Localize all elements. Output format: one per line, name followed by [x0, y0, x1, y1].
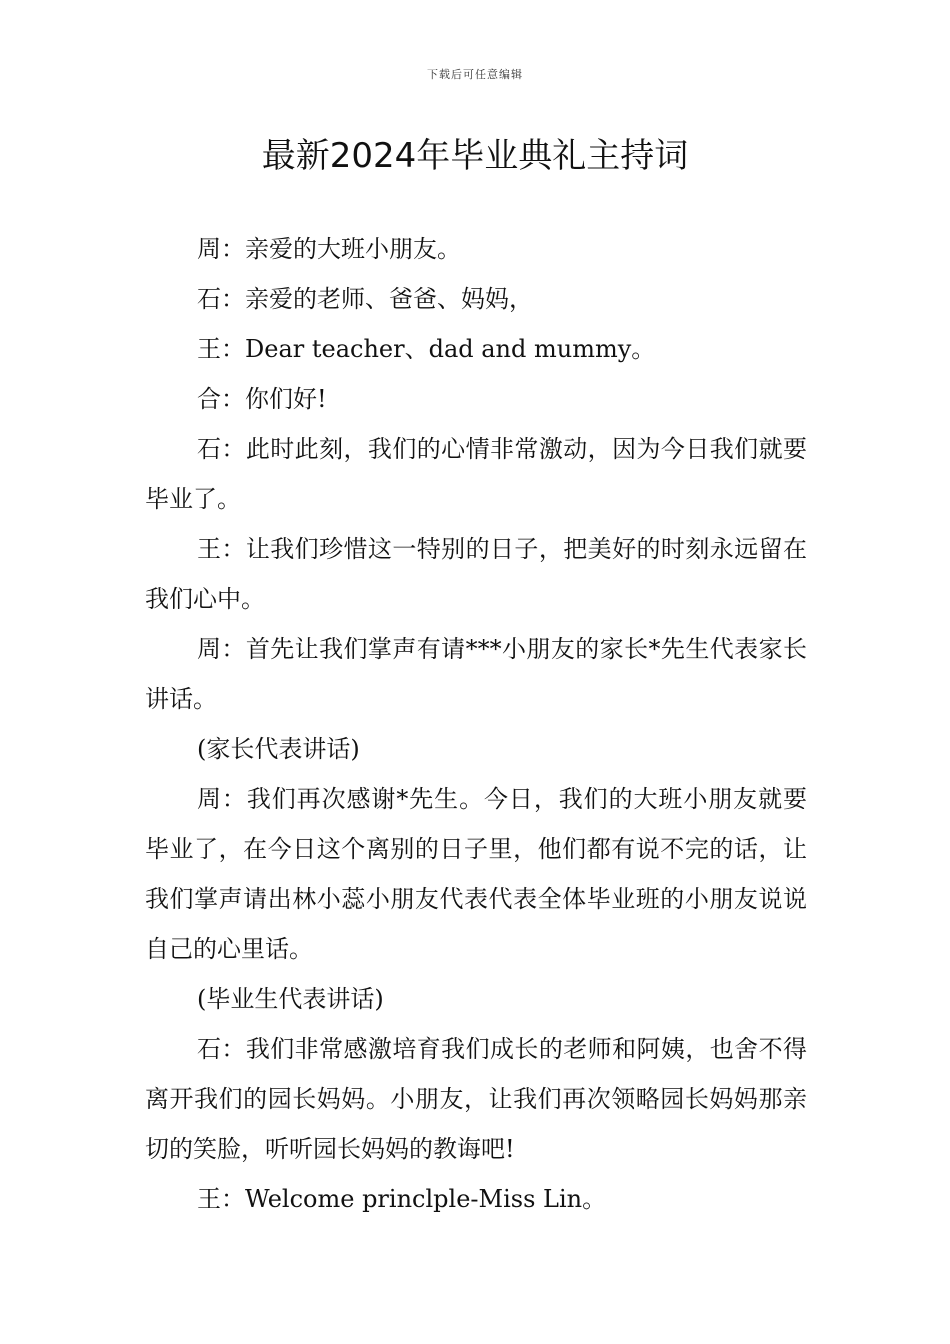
paragraph: 石：我们非常感激培育我们成长的老师和阿姨，也舍不得离开我们的园长妈妈。小朋友，让我们再次领略园长妈妈那亲切的笑脸，听听园长妈妈的教诲吧!	[145, 1035, 807, 1163]
paragraph: 合：你们好!	[197, 385, 327, 413]
paragraph: 周：亲爱的大班小朋友。	[197, 235, 461, 263]
paragraph: (毕业生代表讲话)	[197, 985, 384, 1013]
paragraph: 王：让我们珍惜这一特别的日子，把美好的时刻永远留在我们心中。	[145, 535, 807, 613]
paragraph: 石：亲爱的老师、爸爸、妈妈，	[197, 285, 533, 313]
header-note: 下载后可任意编辑	[427, 68, 523, 81]
document-title: 最新2024年毕业典礼主持词	[261, 136, 689, 176]
document-body	[145, 224, 807, 1224]
paragraph: 周：我们再次感谢*先生。今日，我们的大班小朋友就要毕业了，在今日这个离别的日子里，他们都有说不完的话，让我们掌声请出林小蕊小朋友代表代表全体毕业班的小朋友说说自己的心里话。	[145, 785, 807, 963]
paragraph: 王：Welcome princlple-Miss Lin。	[197, 1185, 607, 1213]
paragraph: 王：Dear teacher、dad and mummy。	[197, 335, 656, 363]
paragraph: 周：首先让我们掌声有请***小朋友的家长*先生代表家长讲话。	[145, 635, 807, 713]
paragraph: (家长代表讲话)	[197, 735, 360, 763]
paragraph: 石：此时此刻，我们的心情非常激动，因为今日我们就要毕业了。	[145, 435, 807, 513]
